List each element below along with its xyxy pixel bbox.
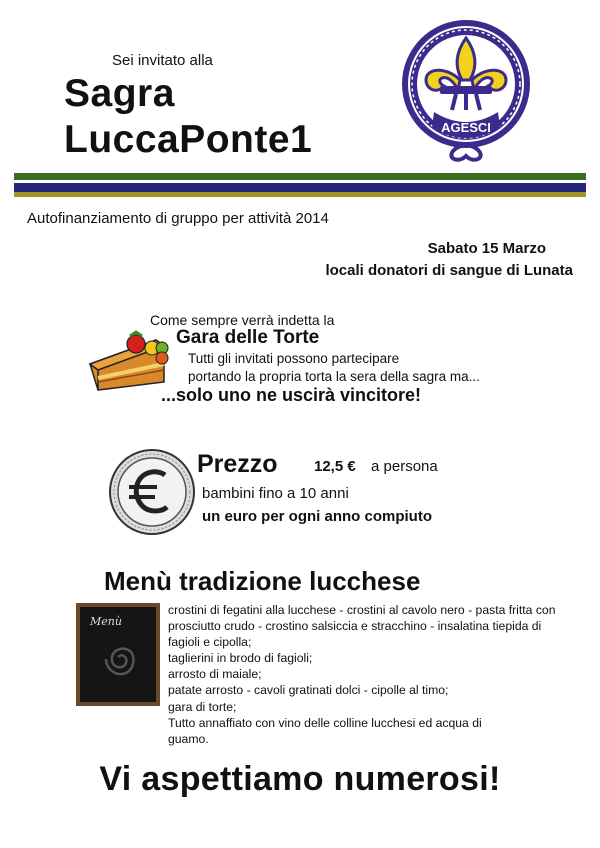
price-children: bambini fino a 10 anni: [202, 485, 349, 502]
svg-text:Menù: Menù: [90, 615, 122, 628]
menu-line: patate arrosto - cavoli gratinati dolci - cipolle al timo;: [168, 683, 449, 698]
menu-title: Menù tradizione lucchese: [104, 566, 421, 596]
menu-line: fagioli e cipolla;: [168, 635, 252, 650]
price-title: Prezzo: [197, 450, 278, 478]
menu-line: guamo.: [168, 731, 209, 746]
menu-line: Tutto annaffiato con vino delle colline lucchesi ed acqua di: [168, 715, 482, 730]
cake-icon: [86, 326, 182, 394]
stripe-navy: [14, 183, 586, 192]
menu-line: prosciutto crudo - crostino salsiccia e stracchino - insalatina tiepida di: [168, 619, 542, 634]
price-value: 12,5 €: [314, 458, 356, 475]
stripe-green: [14, 173, 586, 180]
contest-winner: ...solo uno ne uscirà vincitore!: [161, 385, 422, 405]
stripe-gold: [14, 192, 586, 197]
invite-text: Sei invitato alla: [112, 52, 213, 69]
contest-title: Gara delle Torte: [176, 327, 320, 348]
event-title-line2: LuccaPonte1: [64, 118, 313, 161]
event-venue: locali donatori di sangue di Lunata: [325, 262, 573, 279]
menu-list: [168, 602, 580, 747]
euro-coin-icon: [107, 447, 197, 537]
price-rule: un euro per ogni anno compiuto: [202, 508, 432, 525]
contest-line1: Tutti gli invitati possono partecipare: [188, 351, 400, 366]
menu-line: arrosto di maiale;: [168, 667, 262, 682]
closing-message: Vi aspettiamo numerosi!: [99, 760, 501, 798]
chalkboard-icon: [76, 603, 160, 706]
contest-intro: Come sempre verrà indetta la: [150, 312, 335, 328]
price-unit: a persona: [371, 458, 438, 475]
menu-line: taglierini in brodo di fagioli;: [168, 651, 313, 666]
event-date: Sabato 15 Marzo: [427, 240, 546, 257]
event-subtitle: Autofinanziamento di gruppo per attività 2014: [27, 210, 329, 227]
agesci-logo-icon: [396, 18, 536, 166]
event-title-line1: Sagra: [64, 72, 175, 115]
svg-text:AGESCI: AGESCI: [441, 120, 491, 135]
contest-line2: portando la propria torta la sera della sagra ma...: [188, 369, 480, 384]
menu-line: crostini di fegatini alla lucchese - crostini al cavolo nero - pasta fritta con: [168, 603, 556, 617]
menu-line: gara di torte;: [168, 699, 237, 714]
